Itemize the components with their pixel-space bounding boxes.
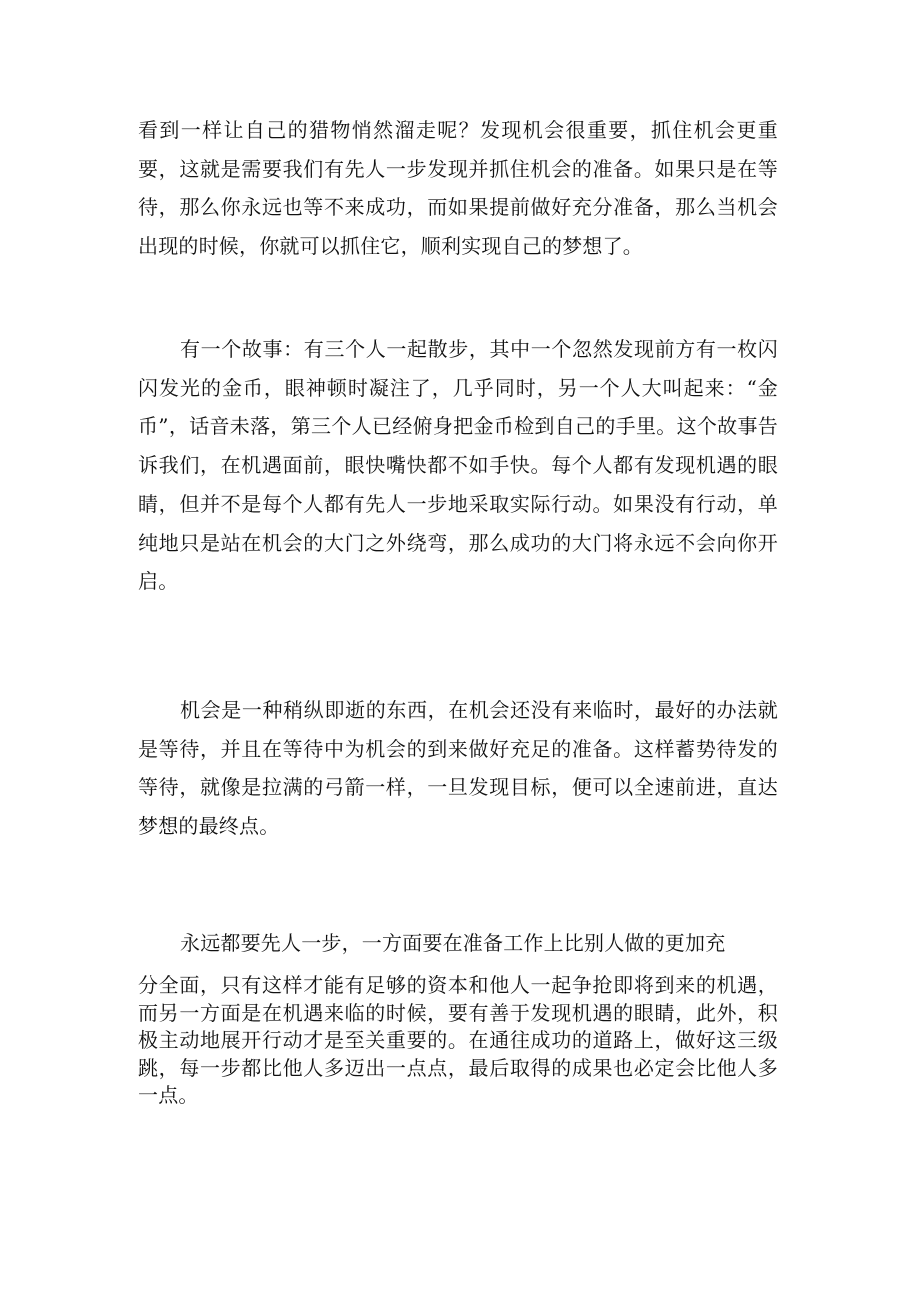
paragraph-1: 看到一样让自己的猎物悄然溜走呢？发现机会很重要，抓住机会更重要，这就是需要我们有先人一步发现并抓住机会的准备。如果只是在等待，那么你永远也等不来成功，而如果提前做好充分准备，那么当机会出现的时候，你就可以抓住它，顺利实现自己的梦想了。 — [138, 118, 778, 259]
paragraph-5: 分全面，只有这样才能有足够的资本和他人一起争抢即将到来的机遇，而另一方面是在机遇来临的时候，要有善于发现机遇的眼睛，此外，积极主动地展开行动才是至关重要的。在通往成功的道路上，做好这三级跳，每一步都比他人多迈出一点点，最后取得的成果也必定会比他人多一点。 — [138, 973, 778, 1107]
paragraph-3: 机会是一种稍纵即逝的东西，在机会还没有来临时，最好的办法就是等待，并且在等待中为机会的到来做好充足的准备。这样蓄势待发的等待，就像是拉满的弓箭一样，一旦发现目标，便可以全速前进，直达梦想的最终点。 — [138, 698, 778, 839]
paragraph-2: 有一个故事：有三个人一起散步，其中一个忽然发现前方有一枚闪闪发光的金币，眼神顿时凝注了，几乎同时，另一个人大叫起来：“金币”，话音未落，第三个人已经俯身把金币检到自己的手里。这个故事告诉我们，在机遇面前，眼快嘴快都不如手快。每个人都有发现机遇的眼睛，但并不是每个人都有先人一步地采取实际行动。如果没有行动，单纯地只是站在机会的大门之外绕弯，那么成功的大门将永远不会向你开启。 — [138, 337, 778, 594]
paragraph-4: 永远都要先人一步，一方面要在准备工作上比别人做的更加充 — [180, 931, 726, 955]
